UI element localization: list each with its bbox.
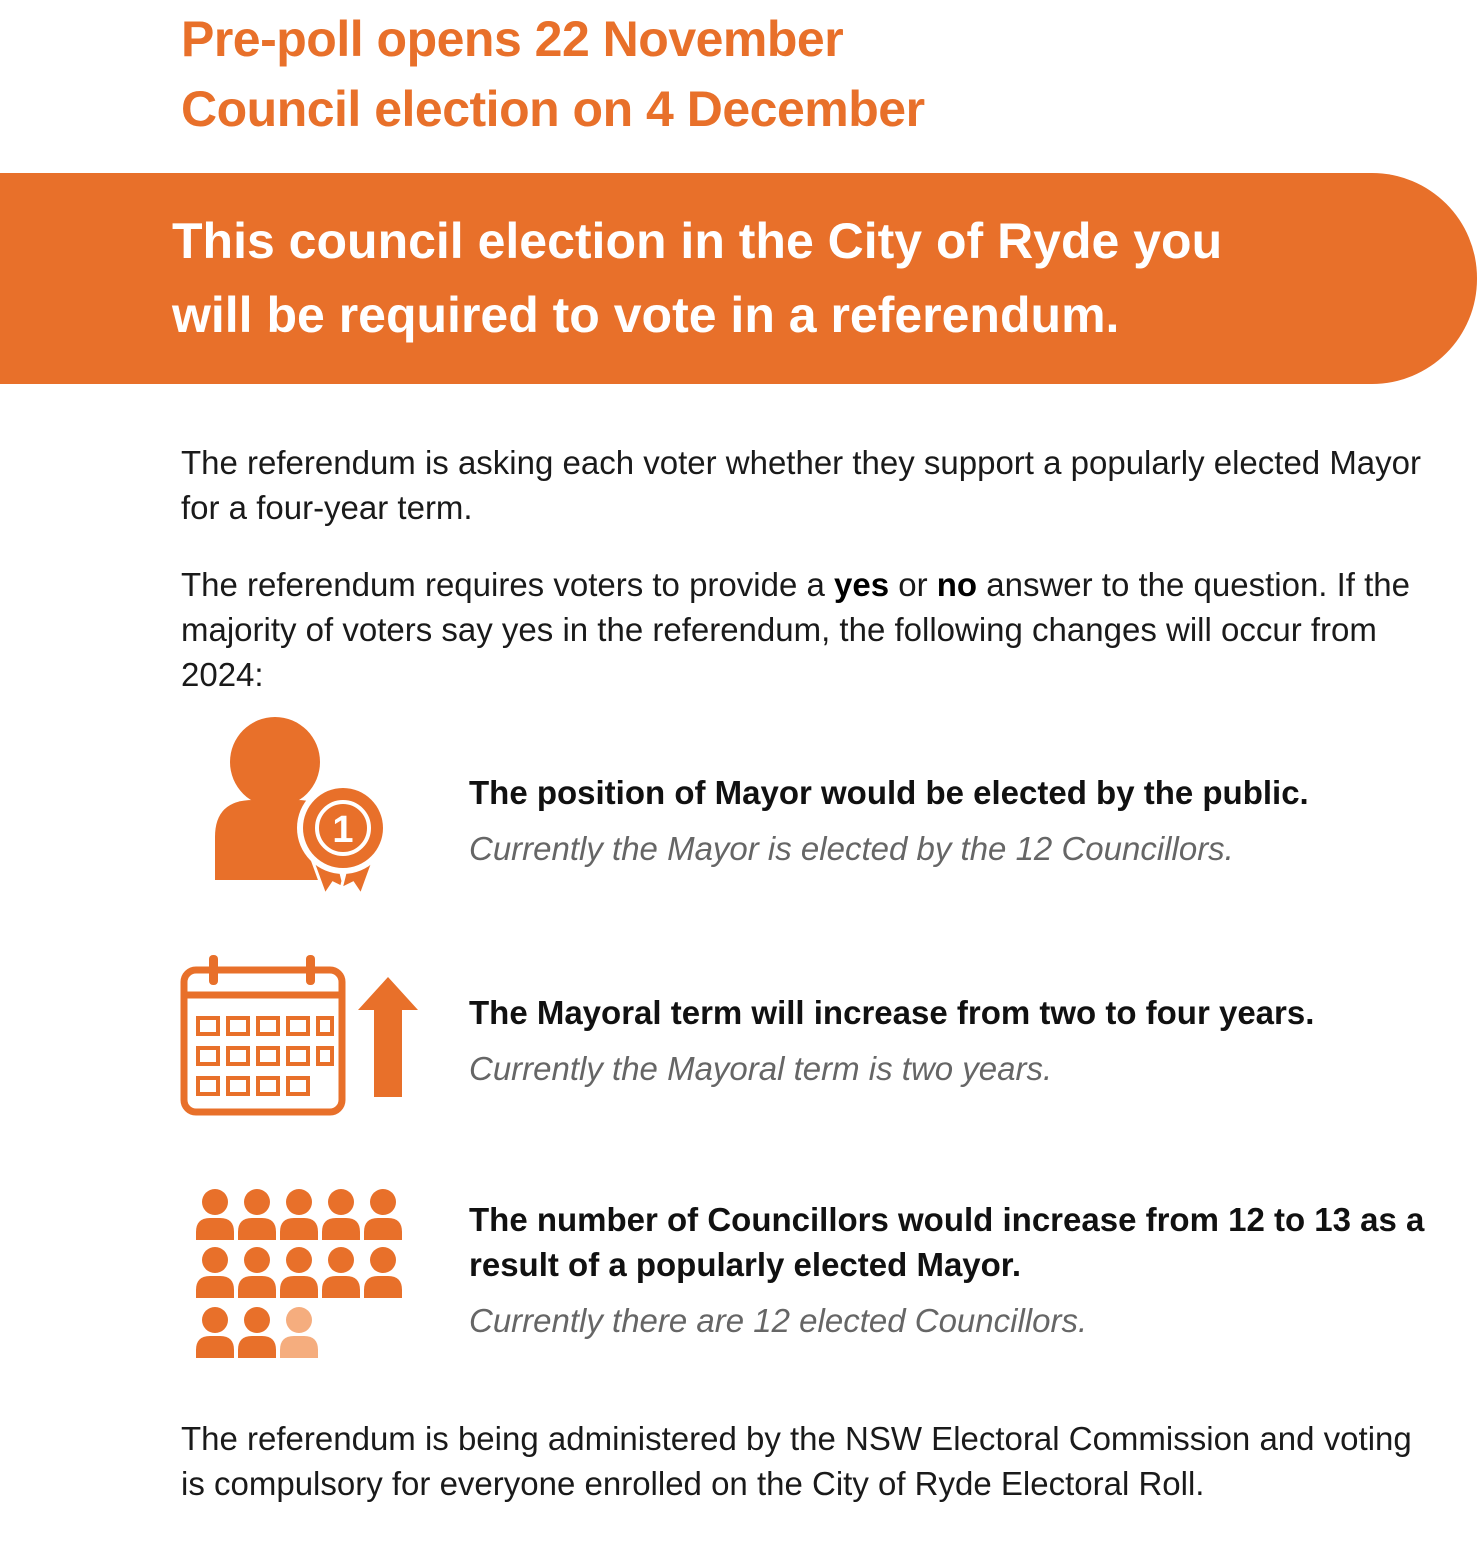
change-title-councillors: The number of Councillors would increase from 12 to 13 as a result of a popularly elected Mayor. — [469, 1201, 1425, 1283]
banner-text — [172, 204, 1462, 352]
intro-text: The referendum requires voters to provide a — [181, 566, 834, 603]
no-emphasis: no — [936, 566, 978, 603]
intro-text: or — [889, 566, 937, 603]
yes-emphasis: yes — [834, 566, 890, 603]
heading-line-election: Council election on 4 December — [181, 81, 925, 137]
banner-line-1: This council election in the City of Ryde you — [172, 213, 1223, 269]
mayor-award-icon — [205, 712, 395, 902]
change-title-term: The Mayoral term will increase from two to four years. — [469, 994, 1315, 1031]
change-title-mayor: The position of Mayor would be elected by the public. — [469, 774, 1309, 811]
calendar-increase-icon — [178, 955, 423, 1120]
banner-line-2: will be required to vote in a referendum. — [172, 287, 1120, 343]
change-subtitle-councillors: Currently there are 12 elected Councillors. — [469, 1302, 1088, 1339]
heading-line-prepoll: Pre-poll opens 22 November — [181, 11, 844, 67]
page-heading — [181, 4, 925, 144]
badge-number: 1 — [332, 809, 354, 851]
intro-paragraph-1: The referendum is asking each voter whether they support a popularly elected Mayor for a four-year term. — [181, 444, 1421, 526]
councillors-group-icon — [190, 1185, 410, 1365]
change-subtitle-term: Currently the Mayoral term is two years. — [469, 1050, 1053, 1087]
change-subtitle-mayor: Currently the Mayor is elected by the 12 Councillors. — [469, 830, 1234, 867]
closing-paragraph: The referendum is being administered by the NSW Electoral Commission and voting is compulsory for everyone enrolled on the City of Ryde Electoral Roll. — [181, 1420, 1412, 1502]
intro-paragraph-2 — [181, 562, 1441, 697]
intro-text: answer to the question. If the majority of voters say yes in the referendum, the following changes will occur from 2024: — [181, 566, 1411, 693]
